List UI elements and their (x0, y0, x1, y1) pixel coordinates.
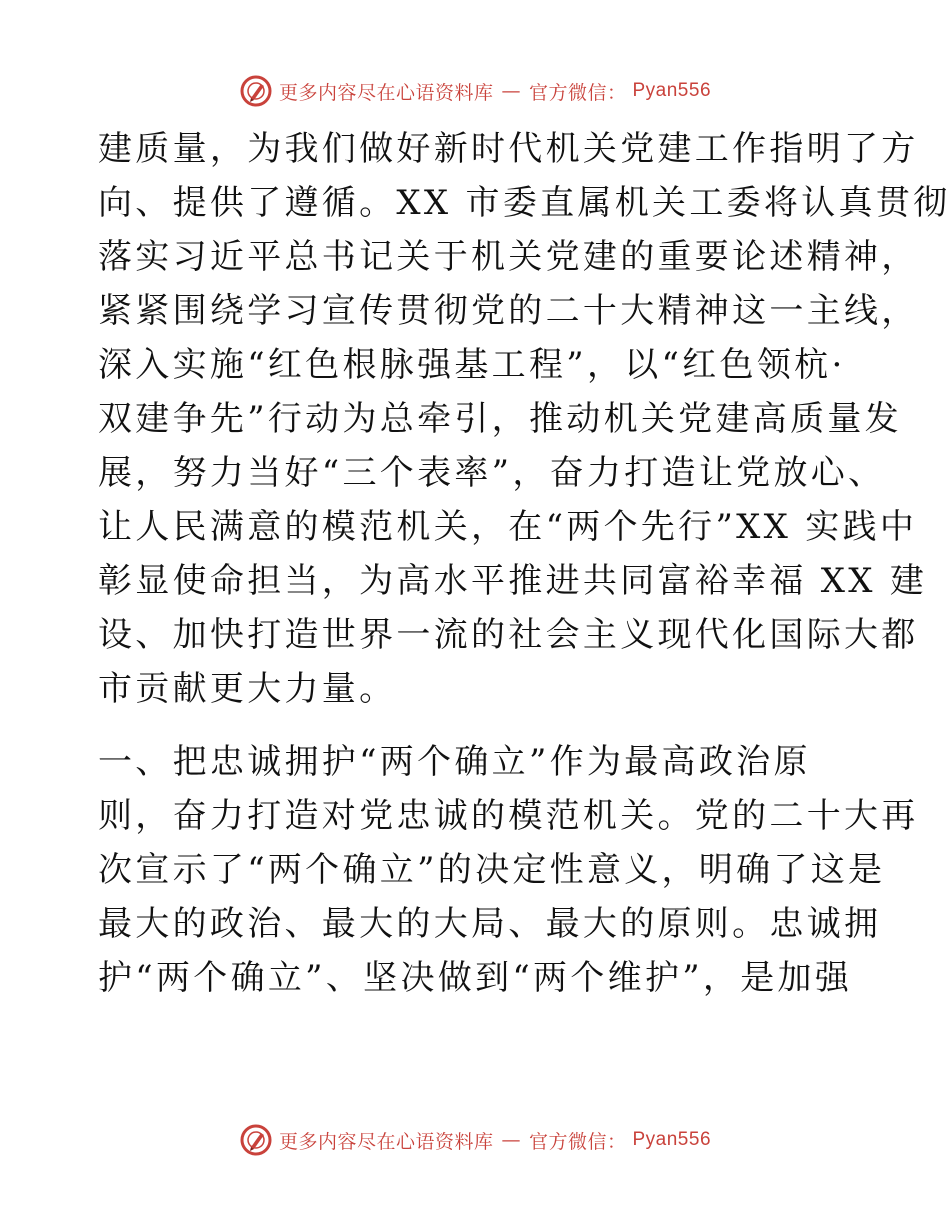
text-line: 最大的政治、最大的大局、最大的原则。忠诚拥 (98, 904, 882, 944)
pen-logo-icon (239, 74, 273, 108)
text-line: 市贡献更大力量。 (98, 669, 397, 709)
section-heading-line: 一、把忠诚拥护“两个确立”作为最高政治原 (98, 742, 811, 782)
pen-logo-icon (239, 1123, 273, 1157)
paragraph (98, 122, 950, 716)
text-line: 紧紧围绕学习宣传贯彻党的二十大精神这一主线， (98, 291, 919, 331)
text-line: 向、提供了遵循。XX 市委直属机关工委将认真贯彻 (98, 183, 950, 223)
watermark-wechat-label: 官方微信： (528, 81, 627, 104)
text-line: 落实习近平总书记关于机关党建的重要论述精神， (98, 237, 919, 277)
text-line: 双建争先”行动为总牵引，推动机关党建高质量发 (98, 399, 902, 439)
watermark-handle: Pyan556 (632, 1129, 712, 1150)
document-body (98, 122, 950, 1005)
watermark-separator: — (501, 1129, 521, 1151)
text-line: 深入实施“红色根脉强基工程”，以“红色领杭· (98, 345, 846, 385)
watermark-footer (0, 1120, 950, 1160)
watermark-wechat-label: 官方微信： (528, 1130, 627, 1153)
watermark-brand: 更多内容尽在心语资料库 (278, 1130, 494, 1153)
watermark-separator: — (501, 80, 521, 102)
watermark-header (0, 71, 950, 111)
watermark-handle: Pyan556 (632, 80, 712, 101)
text-line: 展，努力当好“三个表率”，奋力打造让党放心、 (98, 453, 886, 493)
text-line: 护“两个确立”、坚决做到“两个维护”，是加强 (98, 958, 853, 998)
text-line: 则，奋力打造对党忠诚的模范机关。党的二十大再 (98, 796, 919, 836)
watermark-brand: 更多内容尽在心语资料库 (278, 81, 494, 104)
section-paragraph (98, 735, 919, 1005)
text-line: 让人民满意的模范机关，在“两个先行”XX 实践中 (98, 507, 918, 547)
text-line: 建质量，为我们做好新时代机关党建工作指明了方 (98, 129, 919, 169)
text-line: 次宣示了“两个确立”的决定性意义，明确了这是 (98, 850, 886, 890)
text-line: 彰显使命担当，为高水平推进共同富裕幸福 XX 建 (98, 561, 928, 601)
text-line: 设、加快打造世界一流的社会主义现代化国际大都 (98, 615, 919, 655)
